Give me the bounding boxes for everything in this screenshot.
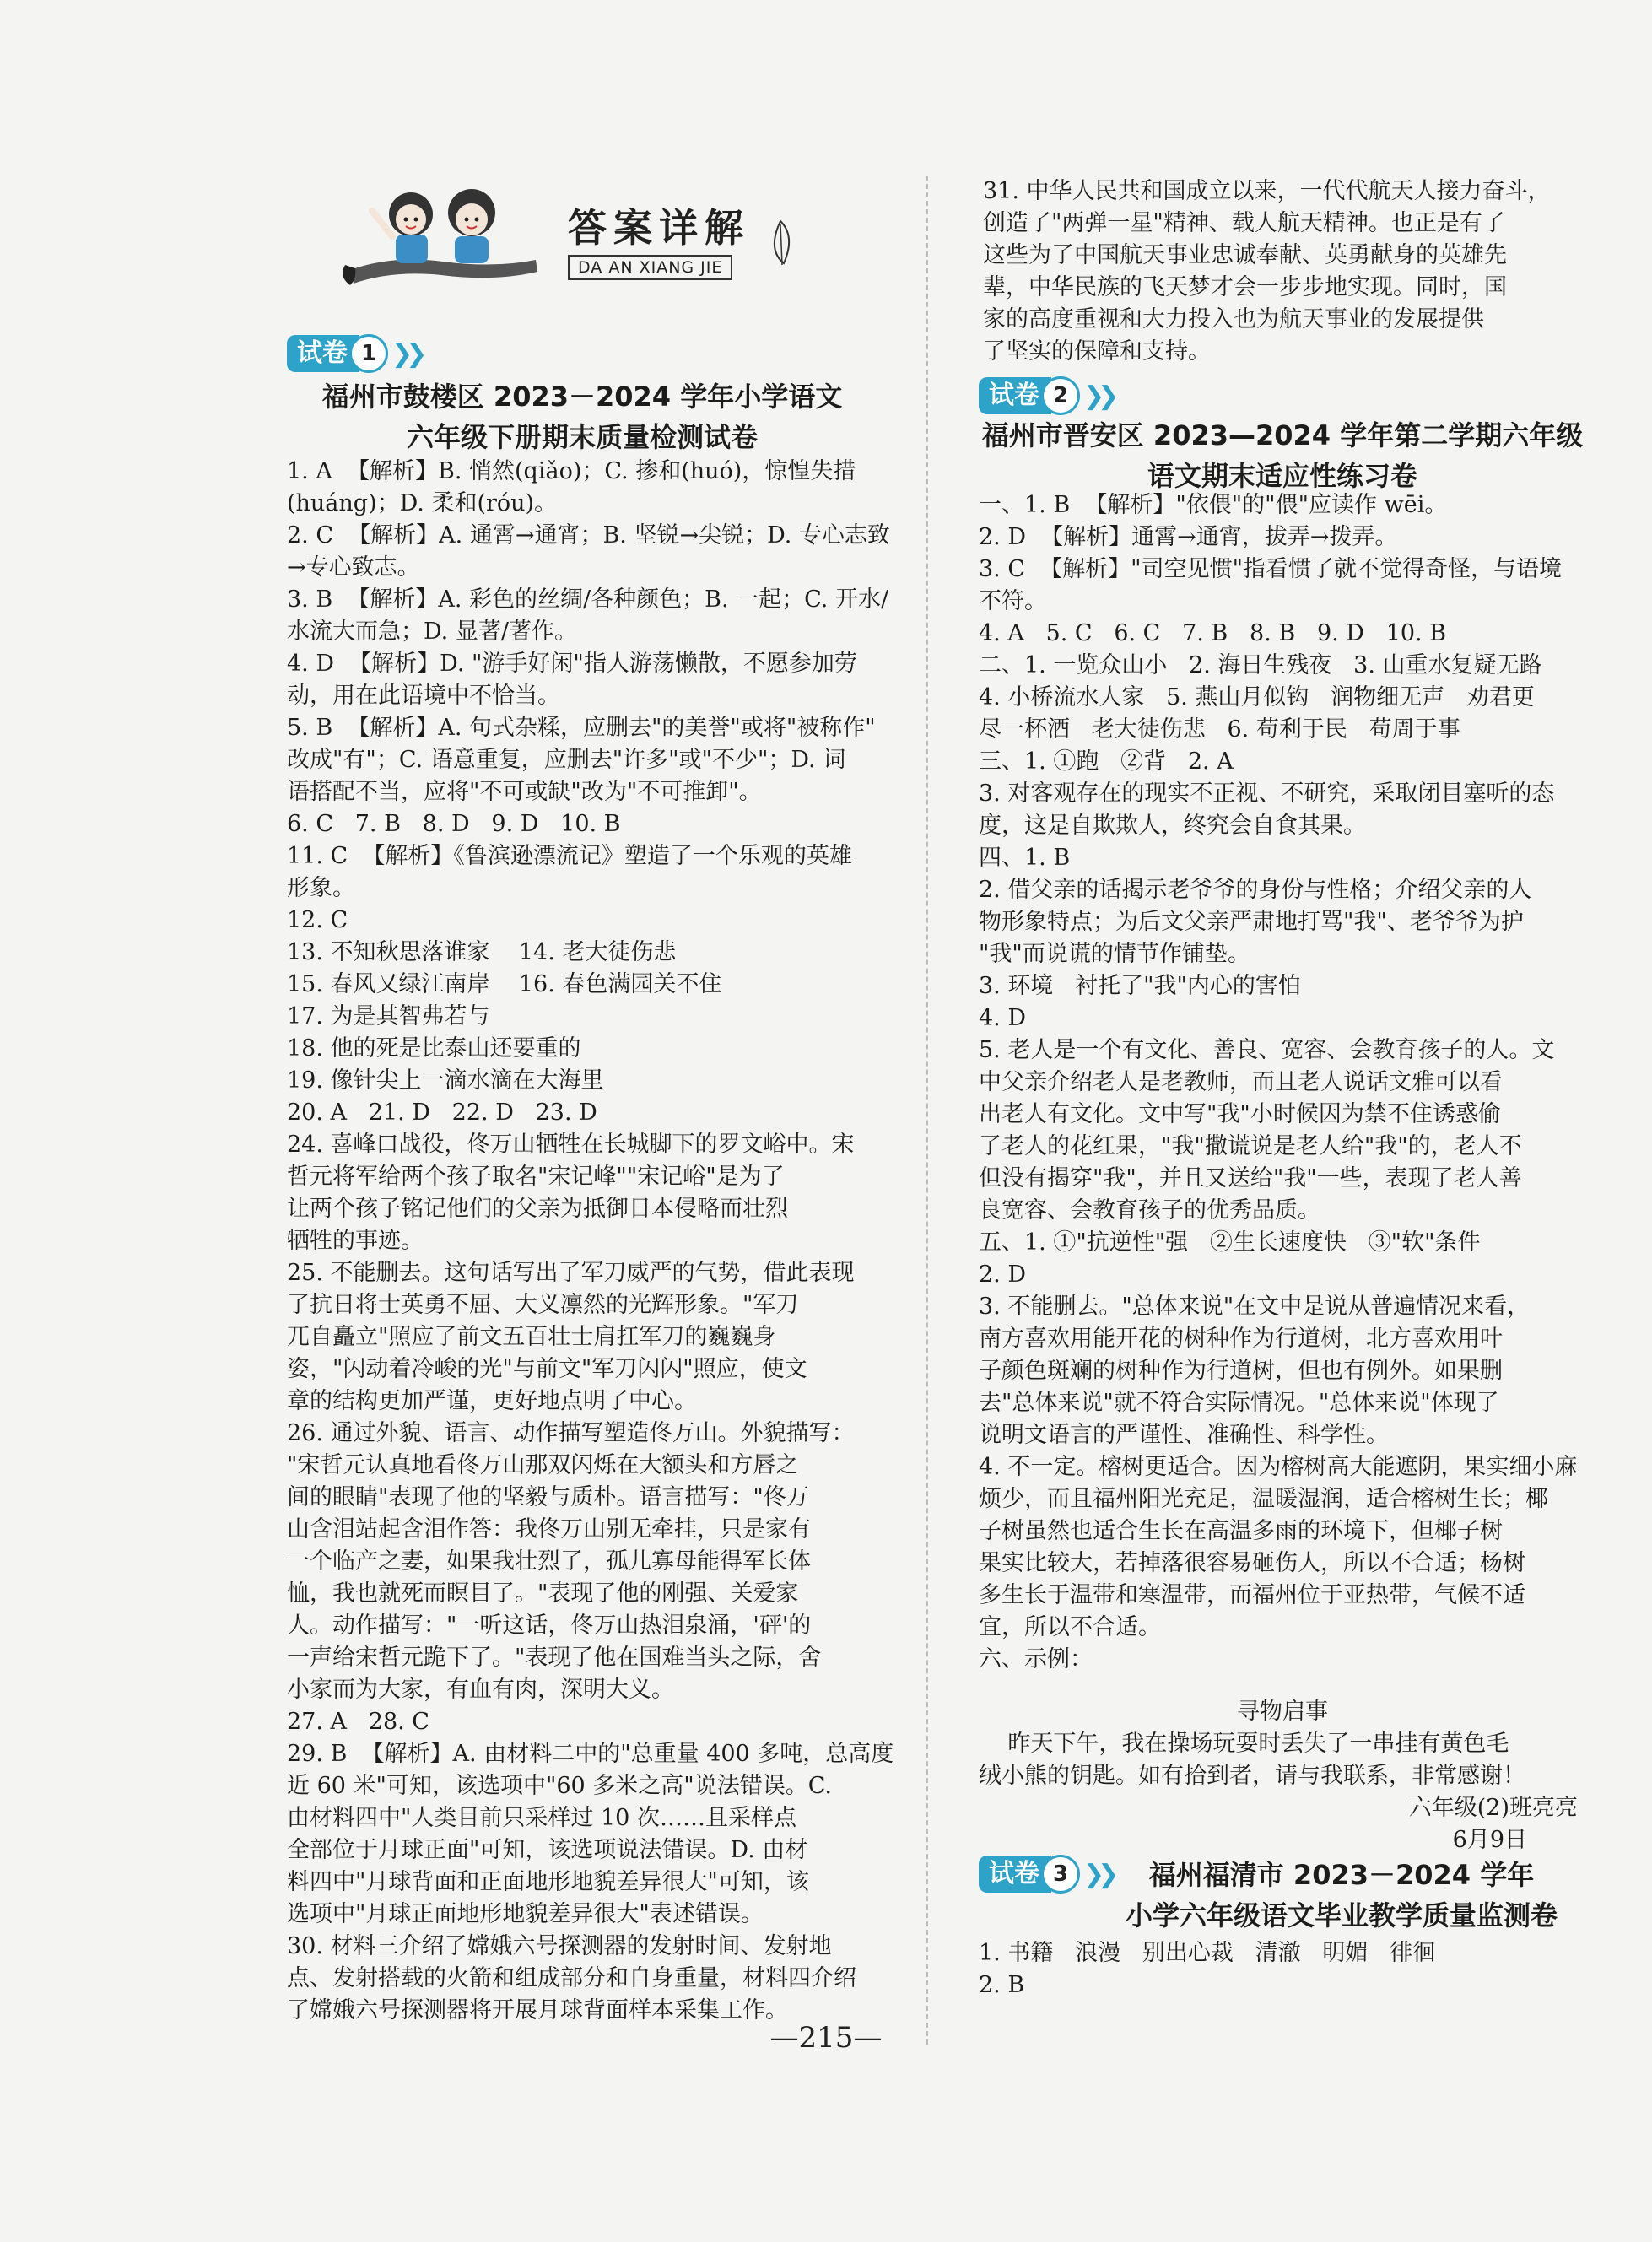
chevron-right-icon: ❯❯ bbox=[1083, 381, 1113, 411]
answer-line: 了抗日将士英勇不屈、大义凛然的光辉形象。"军刀 bbox=[287, 1292, 799, 1318]
paper-3-title-line: 小学六年级语文毕业教学质量监测卷 bbox=[1125, 1899, 1558, 1931]
answer-line: 17. 为是其智弗若与 bbox=[287, 1003, 490, 1029]
answer-line: 山含泪站起含泪作答：我佟万山别无牵挂，只是家有 bbox=[287, 1516, 811, 1542]
notice-body-line: 昨天下午，我在操场玩耍时丢失了一串挂有黄色毛 bbox=[979, 1731, 1509, 1757]
answer-line: 6. C 7. B 8. D 9. D 10. B bbox=[287, 811, 621, 837]
answer-line: 宜，所以不合适。 bbox=[979, 1614, 1161, 1640]
answer-line: 4. 不一定。榕树更适合。因为榕树高大能遮阴，果实细小麻 bbox=[979, 1454, 1578, 1480]
answer-line: 29. B 【解析】A. 由材料二中的"总重量 400 多吨，总高度 bbox=[287, 1741, 894, 1767]
answer-line: →专心致志。 bbox=[287, 554, 420, 581]
paper-1-tag bbox=[287, 334, 420, 373]
answer-line: 近 60 米"可知，该选项中"60 多米之高"说法错误。C. bbox=[287, 1773, 832, 1799]
answer-line: 人。动作描写："一听这话，佟万山热泪泉涌，'砰'的 bbox=[287, 1613, 812, 1639]
answer-line: 料四中"月球背面和正面地形地貌差异很大"可知，该 bbox=[287, 1869, 809, 1895]
answer-line: 家的高度重视和大力投入也为航天事业的发展提供 bbox=[983, 306, 1484, 332]
answer-line: 创造了"两弹一星"精神、载人航天精神。也正是有了 bbox=[983, 210, 1505, 236]
answer-line: 31. 中华人民共和国成立以来，一代代航天人接力奋斗， bbox=[983, 178, 1551, 204]
answer-line: 出老人有文化。文中写"我"小时候因为禁不住诱惑偷 bbox=[979, 1101, 1501, 1127]
answer-line: 一个临产之妻，如果我壮烈了，孤儿寡母能得军长体 bbox=[287, 1548, 811, 1575]
answer-line: 牺牲的事迹。 bbox=[287, 1228, 424, 1254]
answer-line: 良宽容、会教育孩子的优秀品质。 bbox=[979, 1197, 1320, 1224]
answer-line: 15. 春风又绿江南岸 16. 春色满园关不住 bbox=[287, 971, 722, 997]
paper-3-title bbox=[1097, 1855, 1586, 1936]
answer-line: 说明文语言的严谨性、准确性、科学性。 bbox=[979, 1422, 1389, 1448]
answer-line: 尽一杯酒 老大徒伤悲 6. 苟利于民 苟周于事 bbox=[979, 716, 1460, 743]
answer-line: 多生长于温带和寒温带，而福州位于亚热带，气候不适 bbox=[979, 1582, 1525, 1608]
answer-line: 兀自矗立"照应了前文五百壮士肩扛军刀的巍巍身 bbox=[287, 1324, 776, 1350]
answer-line: 1. A 【解析】B. 悄然(qiǎo)；C. 掺和(huó)，惊惶失措 bbox=[287, 458, 856, 484]
answer-line: 2. D 【解析】通霄→通宵，拔弄→拨弄。 bbox=[979, 524, 1398, 550]
column-divider bbox=[926, 176, 928, 2045]
notice-signature: 六年级(2)班亮亮 bbox=[1408, 1795, 1578, 1821]
paper-1-title-line: 福州市鼓楼区 2023－2024 学年小学语文 bbox=[321, 381, 843, 413]
paper-1-title bbox=[287, 376, 877, 457]
paper-2-answers bbox=[979, 489, 1586, 1676]
answer-line: 五、1. ①"抗逆性"强 ②生长速度快 ③"软"条件 bbox=[979, 1229, 1481, 1256]
answer-line: 六、示例： bbox=[979, 1646, 1093, 1672]
paper-2-title-line: 福州市晋安区 2023—2024 学年第二学期六年级 bbox=[981, 419, 1584, 451]
paper-3-title-line: 福州福清市 2023－2024 学年 bbox=[1148, 1859, 1535, 1891]
answer-line: 2. B bbox=[979, 1972, 1025, 1998]
answer-line: 4. D 【解析】D. "游手好闲"指人游荡懒散，不愿参加劳 bbox=[287, 651, 857, 677]
answer-line: 了老人的花红果，"我"撒谎说是老人给"我"的，老人不 bbox=[979, 1133, 1522, 1159]
paper-1-title-line: 六年级下册期末质量检测试卷 bbox=[406, 421, 758, 453]
answer-line: 2. D bbox=[979, 1261, 1026, 1288]
paper-3-number: 3 bbox=[1041, 1855, 1080, 1894]
answer-line: 4. A 5. C 6. C 7. B 8. B 9. D 10. B bbox=[979, 620, 1447, 646]
paper-2-title-line: 语文期末适应性练习卷 bbox=[1147, 460, 1417, 492]
answer-line: 烦少，而且福州阳光充足，温暖湿润，适合榕树生长；椰 bbox=[979, 1486, 1548, 1512]
answer-line: 但没有揭穿"我"，并且又送给"我"一些，表现了老人善 bbox=[979, 1165, 1522, 1191]
answer-line: 不符。 bbox=[979, 588, 1047, 614]
answer-line: 26. 通过外貌、语言、动作描写塑造佟万山。外貌描写： bbox=[287, 1420, 855, 1446]
answer-line: 形象。 bbox=[287, 875, 355, 901]
paper-3-answers bbox=[979, 1937, 1586, 2002]
answer-line: 4. 小桥流水人家 5. 燕山月似钩 润物细无声 劝君更 bbox=[979, 684, 1535, 710]
paper-2-number: 2 bbox=[1041, 376, 1080, 415]
answer-line: 5. 老人是一个有文化、善良、宽容、会教育孩子的人。文 bbox=[979, 1037, 1555, 1063]
answer-line: 让两个孩子铭记他们的父亲为抵御日本侵略而壮烈 bbox=[287, 1196, 788, 1222]
answer-line: 二、1. 一览众山小 2. 海日生残夜 3. 山重水复疑无路 bbox=[979, 652, 1542, 678]
page-number: —215— bbox=[769, 2021, 883, 2055]
paper-1-label: 试卷 bbox=[287, 335, 359, 372]
answer-line: 19. 像针尖上一滴水滴在大海里 bbox=[287, 1067, 604, 1094]
answer-line: 辈，中华民族的飞天梦才会一步步地实现。同时，国 bbox=[983, 274, 1507, 300]
answer-line: 这些为了中国航天事业忠诚奉献、英勇献身的英雄先 bbox=[983, 242, 1507, 268]
answer-line: 三、1. ①跑 ②背 2. A bbox=[979, 748, 1234, 775]
notice-title: 寻物启事 bbox=[1237, 1699, 1328, 1725]
paper-3-label: 试卷 bbox=[979, 1856, 1051, 1893]
answer-line: 18. 他的死是比泰山还要重的 bbox=[287, 1035, 581, 1062]
answer-line: "宋哲元认真地看佟万山那双闪烁在大额头和方唇之 bbox=[287, 1452, 799, 1478]
answer-line: (huáng)；D. 柔和(róu)。 bbox=[287, 490, 558, 516]
answer-line: 13. 不知秋思落谁家 14. 老大徒伤悲 bbox=[287, 939, 677, 965]
answer-line: 全部位于月球正面"可知，该选项说法错误。D. 由材 bbox=[287, 1837, 808, 1863]
answer-line: "我"而说谎的情节作铺垫。 bbox=[979, 941, 1250, 967]
answer-line: 物形象特点；为后文父亲严肃地打骂"我"、老爷爷为护 bbox=[979, 909, 1524, 935]
answer-line: 30. 材料三介绍了嫦娥六号探测器的发射时间、发射地 bbox=[287, 1933, 832, 1959]
answer-line: 2. 借父亲的话揭示老爷爷的身份与性格；介绍父亲的人 bbox=[979, 877, 1532, 903]
chevron-right-icon: ❯❯ bbox=[1083, 1859, 1113, 1889]
answer-line: 哲元将军给两个孩子取名"宋记峰""宋记峪"是为了 bbox=[287, 1164, 785, 1190]
answer-line: 小家而为大家，有血有肉，深明大义。 bbox=[287, 1677, 674, 1703]
paper-2-title bbox=[979, 415, 1586, 496]
paper-2-label: 试卷 bbox=[979, 377, 1051, 414]
answer-line: 20. A 21. D 22. D 23. D bbox=[287, 1099, 597, 1126]
lost-notice bbox=[979, 1696, 1586, 1856]
paper-3-tag bbox=[979, 1855, 1112, 1894]
chevron-right-icon: ❯❯ bbox=[391, 338, 421, 369]
paper-1-answer-31 bbox=[983, 176, 1590, 368]
answer-line: 去"总体来说"就不符合实际情况。"总体来说"体现了 bbox=[979, 1390, 1499, 1416]
answer-line: 了嫦娥六号探测器将开展月球背面样本采集工作。 bbox=[287, 1997, 788, 2023]
answer-line: 3. 对客观存在的现实不正视、不研究，采取闭目塞听的态 bbox=[979, 781, 1555, 807]
answer-line: 一、1. B 【解析】"依偎"的"偎"应读作 wēi。 bbox=[979, 492, 1448, 518]
answer-line: 5. B 【解析】A. 句式杂糅，应删去"的美誉"或将"被称作" bbox=[287, 715, 876, 741]
answer-line: 2. C 【解析】A. 通霄→通宵；B. 坚锐→尖锐；D. 专心志致 bbox=[287, 522, 890, 548]
answer-line: 27. A 28. C bbox=[287, 1709, 429, 1735]
answer-line: 12. C bbox=[287, 907, 348, 933]
answer-line: 间的眼睛"表现了他的坚毅与质朴。语言描写："佟万 bbox=[287, 1484, 809, 1510]
answer-line: 3. 环境 衬托了"我"内心的害怕 bbox=[979, 973, 1301, 999]
answer-line: 语搭配不当，应将"不可或缺"改为"不可推卸"。 bbox=[287, 779, 762, 805]
answer-line: 姿，"闪动着冷峻的光"与前文"军刀闪闪"照应，使文 bbox=[287, 1356, 807, 1382]
header-pinyin: DA AN XIANG JIE bbox=[568, 255, 732, 280]
answer-line: 四、1. B bbox=[979, 845, 1071, 871]
answer-line: 果实比较大，若掉落很容易砸伤人，所以不合适；杨树 bbox=[979, 1550, 1525, 1576]
answer-line: 子树虽然也适合生长在高温多雨的环境下，但椰子树 bbox=[979, 1518, 1503, 1544]
answer-line: 由材料四中"人类目前只采样过 10 次……且采样点 bbox=[287, 1805, 796, 1831]
answer-line: 度，这是自欺欺人，终究会自食其果。 bbox=[979, 813, 1366, 839]
answer-line: 25. 不能删去。这句话写出了军刀威严的气势，借此表现 bbox=[287, 1260, 855, 1286]
paper-1-answers bbox=[287, 456, 894, 2027]
answer-line: 中父亲介绍老人是老教师，而且老人说话文雅可以看 bbox=[979, 1069, 1503, 1095]
kids-on-brush-illustration bbox=[342, 177, 544, 295]
paper-1-number: 1 bbox=[349, 334, 388, 373]
answer-line: 恤，我也就死而瞑目了。"表现了他的刚强、关爱家 bbox=[287, 1580, 799, 1607]
answer-line: 水流大而急；D. 显著/著作。 bbox=[287, 619, 577, 645]
answer-line: 动，用在此语境中不恰当。 bbox=[287, 683, 560, 709]
answer-line: 11. C 【解析】《鲁滨逊漂流记》塑造了一个乐观的英雄 bbox=[287, 843, 852, 869]
answer-line: 点、发射搭载的火箭和组成部分和自身重量，材料四介绍 bbox=[287, 1965, 856, 1991]
header-logo bbox=[342, 177, 780, 295]
answer-line: 子颜色斑斓的树种作为行道树，但也有例外。如果删 bbox=[979, 1358, 1503, 1384]
answer-line: 章的结构更加严谨，更好地点明了中心。 bbox=[287, 1388, 697, 1414]
answer-line: 选项中"月球正面地形地貌差异很大"表述错误。 bbox=[287, 1901, 764, 1927]
answer-line: 3. B 【解析】A. 彩色的丝绸/各种颜色；B. 一起；C. 开水/ bbox=[287, 586, 889, 613]
notice-body-line: 绒小熊的钥匙。如有拾到者，请与我联系，非常感谢！ bbox=[979, 1763, 1525, 1789]
answer-line: 改成"有"；C. 语意重复，应删去"许多"或"不少"；D. 词 bbox=[287, 747, 846, 773]
answer-line: 3. C 【解析】"司空见惯"指看惯了就不觉得奇怪，与语境 bbox=[979, 556, 1563, 582]
answer-line: 南方喜欢用能开花的树种作为行道树，北方喜欢用叶 bbox=[979, 1326, 1503, 1352]
answer-line: 3. 不能删去。"总体来说"在文中是说从普遍情况来看， bbox=[979, 1294, 1531, 1320]
answer-line: 24. 喜峰口战役，佟万山牺牲在长城脚下的罗文峪中。宋 bbox=[287, 1132, 855, 1158]
answer-line: 一声给宋哲元跪下了。"表现了他在国难当头之际，舍 bbox=[287, 1645, 822, 1671]
answer-line: 4. D bbox=[979, 1005, 1026, 1031]
answer-line: 了坚实的保障和支持。 bbox=[983, 338, 1211, 365]
paper-2-tag bbox=[979, 376, 1112, 415]
header-title: 答案详解 bbox=[568, 205, 750, 251]
notice-date: 6月9日 bbox=[1452, 1827, 1527, 1853]
leaf-icon bbox=[764, 219, 797, 270]
answer-line: 1. 书籍 浪漫 别出心裁 清澈 明媚 徘徊 bbox=[979, 1940, 1436, 1966]
